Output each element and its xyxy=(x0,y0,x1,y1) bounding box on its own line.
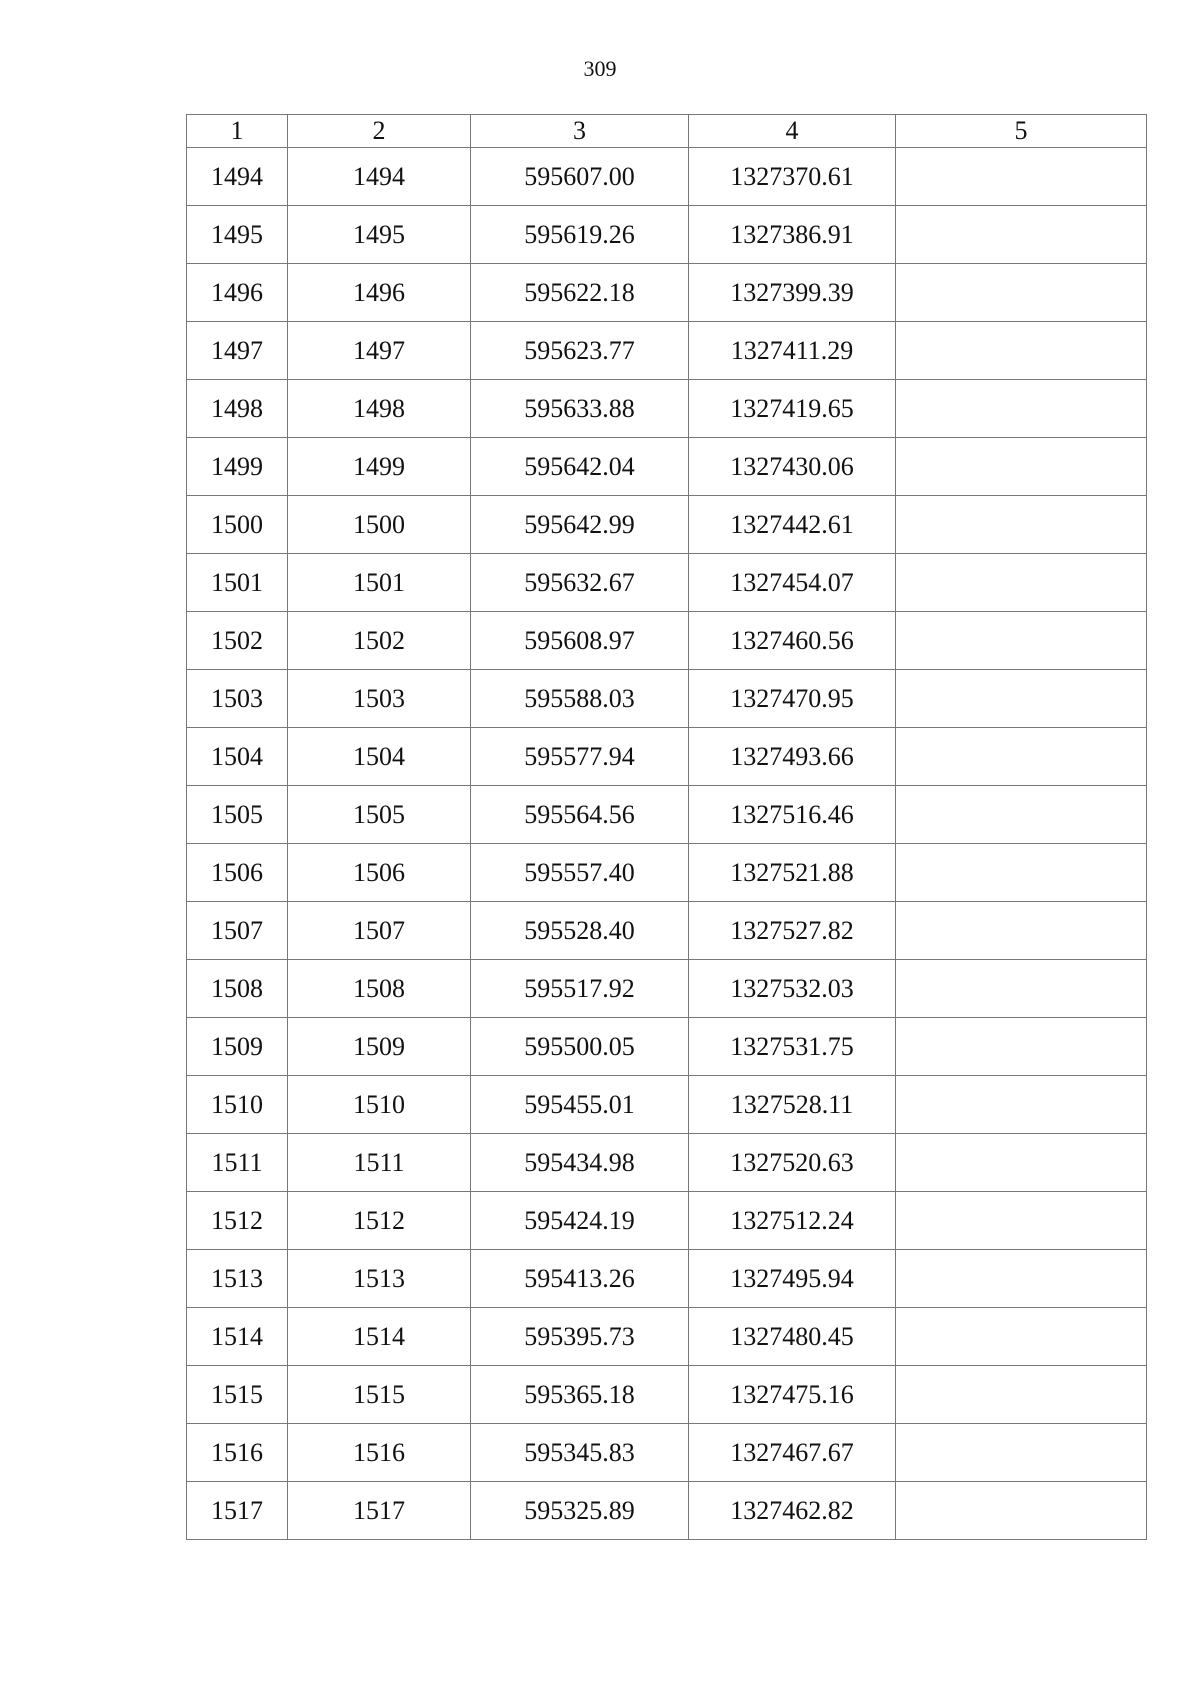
cell-x-coordinate: 595619.26 xyxy=(471,206,689,264)
table-row xyxy=(187,1366,1147,1424)
cell-y-coordinate: 1327520.63 xyxy=(689,1134,896,1192)
cell-point-number: 1499 xyxy=(187,438,288,496)
cell-point-id: 1511 xyxy=(288,1134,471,1192)
cell-x-coordinate: 595557.40 xyxy=(471,844,689,902)
table-header xyxy=(187,115,1147,148)
cell-point-id: 1504 xyxy=(288,728,471,786)
table-row xyxy=(187,264,1147,322)
cell-point-number: 1507 xyxy=(187,902,288,960)
cell-point-number: 1514 xyxy=(187,1308,288,1366)
cell-point-id: 1509 xyxy=(288,1018,471,1076)
cell-y-coordinate: 1327419.65 xyxy=(689,380,896,438)
cell-point-number: 1515 xyxy=(187,1366,288,1424)
table-row xyxy=(187,1308,1147,1366)
cell-note xyxy=(896,1076,1147,1134)
cell-note xyxy=(896,438,1147,496)
cell-x-coordinate: 595642.99 xyxy=(471,496,689,554)
cell-point-number: 1516 xyxy=(187,1424,288,1482)
cell-point-id: 1515 xyxy=(288,1366,471,1424)
cell-note xyxy=(896,786,1147,844)
cell-y-coordinate: 1327527.82 xyxy=(689,902,896,960)
cell-point-id: 1512 xyxy=(288,1192,471,1250)
column-header-1: 1 xyxy=(187,115,288,148)
cell-point-number: 1505 xyxy=(187,786,288,844)
cell-x-coordinate: 595434.98 xyxy=(471,1134,689,1192)
cell-point-number: 1506 xyxy=(187,844,288,902)
table-row xyxy=(187,496,1147,554)
cell-note xyxy=(896,206,1147,264)
cell-note xyxy=(896,1366,1147,1424)
cell-y-coordinate: 1327528.11 xyxy=(689,1076,896,1134)
cell-point-id: 1496 xyxy=(288,264,471,322)
cell-x-coordinate: 595632.67 xyxy=(471,554,689,612)
cell-point-id: 1497 xyxy=(288,322,471,380)
table-row xyxy=(187,1250,1147,1308)
cell-y-coordinate: 1327521.88 xyxy=(689,844,896,902)
cell-x-coordinate: 595623.77 xyxy=(471,322,689,380)
cell-point-id: 1510 xyxy=(288,1076,471,1134)
column-header-3: 3 xyxy=(471,115,689,148)
cell-point-number: 1517 xyxy=(187,1482,288,1540)
table-row xyxy=(187,960,1147,1018)
cell-y-coordinate: 1327532.03 xyxy=(689,960,896,1018)
cell-point-id: 1516 xyxy=(288,1424,471,1482)
cell-x-coordinate: 595325.89 xyxy=(471,1482,689,1540)
cell-x-coordinate: 595608.97 xyxy=(471,612,689,670)
cell-y-coordinate: 1327460.56 xyxy=(689,612,896,670)
table-row xyxy=(187,1192,1147,1250)
cell-x-coordinate: 595564.56 xyxy=(471,786,689,844)
cell-note xyxy=(896,612,1147,670)
cell-note xyxy=(896,264,1147,322)
table-body xyxy=(187,148,1147,1540)
cell-point-id: 1503 xyxy=(288,670,471,728)
cell-y-coordinate: 1327512.24 xyxy=(689,1192,896,1250)
cell-note xyxy=(896,670,1147,728)
cell-point-id: 1507 xyxy=(288,902,471,960)
cell-point-id: 1494 xyxy=(288,148,471,206)
table-row xyxy=(187,902,1147,960)
cell-point-id: 1500 xyxy=(288,496,471,554)
cell-point-id: 1506 xyxy=(288,844,471,902)
cell-x-coordinate: 595528.40 xyxy=(471,902,689,960)
cell-x-coordinate: 595607.00 xyxy=(471,148,689,206)
cell-x-coordinate: 595577.94 xyxy=(471,728,689,786)
table-row xyxy=(187,670,1147,728)
cell-note xyxy=(896,148,1147,206)
cell-point-number: 1509 xyxy=(187,1018,288,1076)
cell-x-coordinate: 595365.18 xyxy=(471,1366,689,1424)
cell-note xyxy=(896,380,1147,438)
table-row xyxy=(187,554,1147,612)
cell-note xyxy=(896,960,1147,1018)
coordinates-table xyxy=(186,114,1147,1540)
cell-point-id: 1517 xyxy=(288,1482,471,1540)
table-row xyxy=(187,1424,1147,1482)
cell-x-coordinate: 595395.73 xyxy=(471,1308,689,1366)
cell-note xyxy=(896,728,1147,786)
cell-note xyxy=(896,902,1147,960)
cell-point-id: 1505 xyxy=(288,786,471,844)
cell-note xyxy=(896,1424,1147,1482)
cell-point-number: 1503 xyxy=(187,670,288,728)
cell-note xyxy=(896,496,1147,554)
cell-y-coordinate: 1327454.07 xyxy=(689,554,896,612)
cell-point-number: 1508 xyxy=(187,960,288,1018)
cell-point-number: 1496 xyxy=(187,264,288,322)
table-row xyxy=(187,322,1147,380)
cell-note xyxy=(896,1018,1147,1076)
cell-x-coordinate: 595642.04 xyxy=(471,438,689,496)
cell-point-number: 1501 xyxy=(187,554,288,612)
cell-note xyxy=(896,1482,1147,1540)
table-row xyxy=(187,206,1147,264)
cell-note xyxy=(896,844,1147,902)
cell-y-coordinate: 1327480.45 xyxy=(689,1308,896,1366)
cell-y-coordinate: 1327531.75 xyxy=(689,1018,896,1076)
cell-note xyxy=(896,1192,1147,1250)
table-row xyxy=(187,1482,1147,1540)
cell-note xyxy=(896,1308,1147,1366)
cell-point-number: 1502 xyxy=(187,612,288,670)
cell-y-coordinate: 1327386.91 xyxy=(689,206,896,264)
cell-note xyxy=(896,1134,1147,1192)
header-row xyxy=(187,115,1147,148)
cell-point-id: 1514 xyxy=(288,1308,471,1366)
cell-x-coordinate: 595517.92 xyxy=(471,960,689,1018)
cell-point-number: 1512 xyxy=(187,1192,288,1250)
table-row xyxy=(187,438,1147,496)
cell-x-coordinate: 595455.01 xyxy=(471,1076,689,1134)
table-row xyxy=(187,1018,1147,1076)
table-row xyxy=(187,1134,1147,1192)
table-row xyxy=(187,728,1147,786)
cell-y-coordinate: 1327493.66 xyxy=(689,728,896,786)
cell-y-coordinate: 1327411.29 xyxy=(689,322,896,380)
cell-point-id: 1495 xyxy=(288,206,471,264)
cell-y-coordinate: 1327442.61 xyxy=(689,496,896,554)
cell-point-id: 1498 xyxy=(288,380,471,438)
cell-x-coordinate: 595622.18 xyxy=(471,264,689,322)
page-number: 309 xyxy=(583,56,617,81)
cell-note xyxy=(896,1250,1147,1308)
cell-point-id: 1499 xyxy=(288,438,471,496)
cell-point-number: 1495 xyxy=(187,206,288,264)
cell-point-number: 1513 xyxy=(187,1250,288,1308)
cell-x-coordinate: 595345.83 xyxy=(471,1424,689,1482)
table-row xyxy=(187,612,1147,670)
cell-point-number: 1504 xyxy=(187,728,288,786)
column-header-4: 4 xyxy=(689,115,896,148)
table-row xyxy=(187,148,1147,206)
cell-x-coordinate: 595424.19 xyxy=(471,1192,689,1250)
cell-point-number: 1494 xyxy=(187,148,288,206)
cell-point-number: 1511 xyxy=(187,1134,288,1192)
cell-y-coordinate: 1327467.67 xyxy=(689,1424,896,1482)
cell-x-coordinate: 595633.88 xyxy=(471,380,689,438)
cell-point-number: 1498 xyxy=(187,380,288,438)
table-row xyxy=(187,786,1147,844)
cell-y-coordinate: 1327462.82 xyxy=(689,1482,896,1540)
cell-y-coordinate: 1327470.95 xyxy=(689,670,896,728)
cell-x-coordinate: 595413.26 xyxy=(471,1250,689,1308)
cell-note xyxy=(896,322,1147,380)
cell-y-coordinate: 1327516.46 xyxy=(689,786,896,844)
cell-point-number: 1500 xyxy=(187,496,288,554)
cell-y-coordinate: 1327399.39 xyxy=(689,264,896,322)
cell-point-id: 1502 xyxy=(288,612,471,670)
cell-y-coordinate: 1327370.61 xyxy=(689,148,896,206)
cell-y-coordinate: 1327495.94 xyxy=(689,1250,896,1308)
cell-point-id: 1513 xyxy=(288,1250,471,1308)
table-row xyxy=(187,844,1147,902)
column-header-5: 5 xyxy=(896,115,1147,148)
cell-x-coordinate: 595588.03 xyxy=(471,670,689,728)
cell-point-number: 1510 xyxy=(187,1076,288,1134)
table-row xyxy=(187,380,1147,438)
column-header-2: 2 xyxy=(288,115,471,148)
cell-x-coordinate: 595500.05 xyxy=(471,1018,689,1076)
cell-point-id: 1508 xyxy=(288,960,471,1018)
cell-y-coordinate: 1327430.06 xyxy=(689,438,896,496)
cell-point-number: 1497 xyxy=(187,322,288,380)
cell-note xyxy=(896,554,1147,612)
cell-point-id: 1501 xyxy=(288,554,471,612)
cell-y-coordinate: 1327475.16 xyxy=(689,1366,896,1424)
table-row xyxy=(187,1076,1147,1134)
